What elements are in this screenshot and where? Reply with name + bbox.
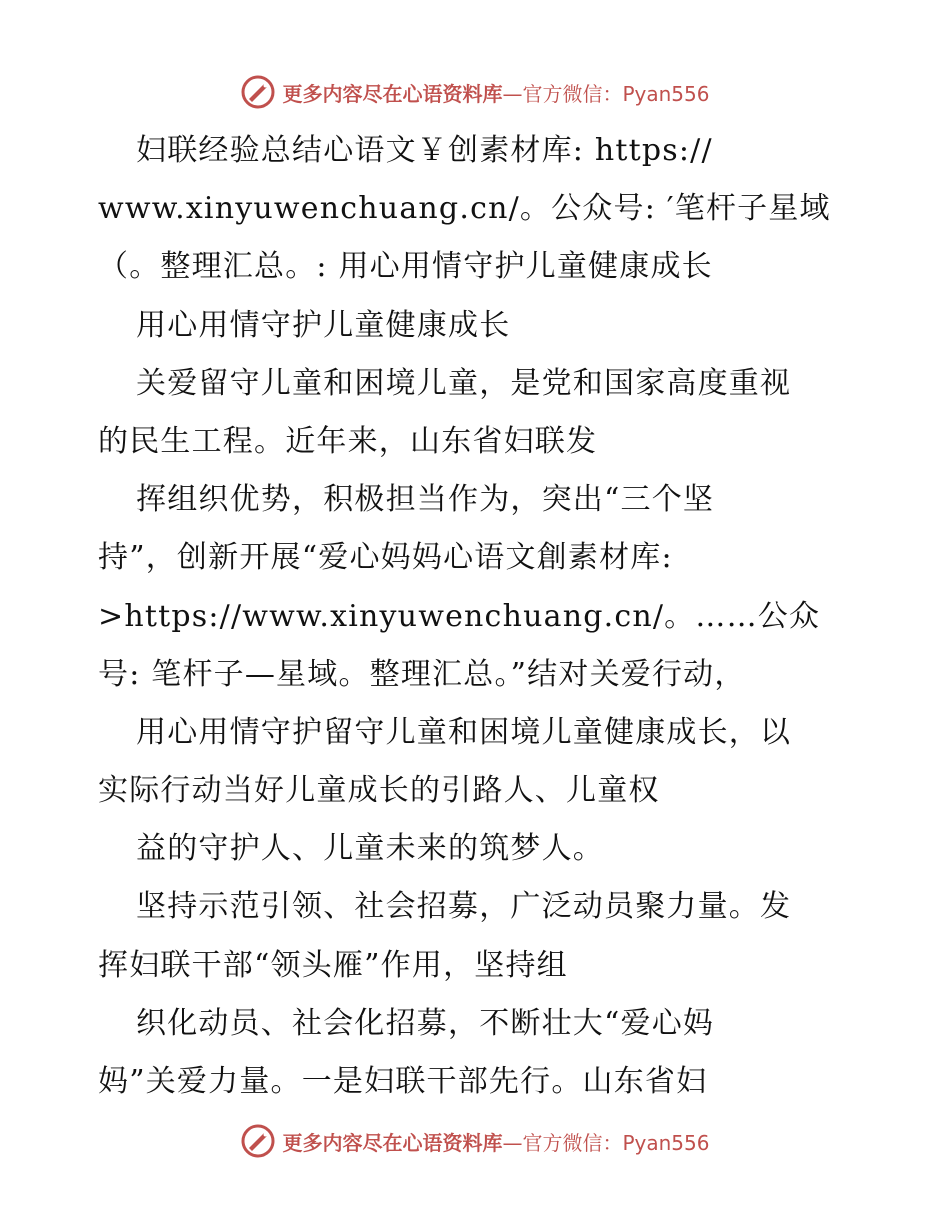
body-line: 用心用情守护留守儿童和困境儿童健康成长，以 bbox=[136, 714, 792, 750]
body-line: >https://www.xinyuwenchuang.cn/。……公众 bbox=[98, 598, 821, 634]
brand-logo-icon bbox=[240, 1123, 276, 1159]
body-line: 用心用情守护儿童健康成长 bbox=[136, 307, 511, 343]
body-line: 坚持示范引领、社会招募，广泛动员聚力量。发 bbox=[136, 889, 792, 925]
body-line: 妇联经验总结心语文￥创素材库: https:// bbox=[136, 133, 713, 168]
header-banner-text: 更多内容尽在心语资料库 bbox=[282, 81, 503, 106]
body-line: 关爱留守儿童和困境儿童，是党和国家高度重视 bbox=[136, 365, 792, 401]
body-line: （。整理汇总。: 用心用情守护儿童健康成长 bbox=[98, 249, 713, 285]
body-line: 持”，创新开展“爱心妈妈心语文創素材库: bbox=[98, 540, 673, 576]
body-line: 织化动员、社会化招募，不断壮大“爱心妈 bbox=[136, 1005, 715, 1041]
footer-banner bbox=[0, 1121, 950, 1161]
body-line: 的民生工程。近年来，山东省妇联发 bbox=[98, 423, 598, 459]
body-line: 号: 笔杆子—星域。整理汇总。”结对关爱行动， bbox=[98, 656, 746, 692]
brand-logo-icon bbox=[240, 74, 276, 110]
header-banner bbox=[0, 72, 950, 112]
footer-banner-text: 更多内容尽在心语资料库 bbox=[282, 1130, 503, 1155]
body-line: 挥组织优势，积极担当作为，突出“三个坚 bbox=[136, 482, 715, 518]
body-line: 妈”关爱力量。一是妇联干部先行。山东省妇 bbox=[98, 1064, 708, 1099]
body-line: 益的守护人、儿童未来的筑梦人。 bbox=[136, 831, 604, 867]
document-body bbox=[98, 122, 858, 1111]
footer-banner-contact: —官方微信：Pyan556 bbox=[502, 1130, 710, 1155]
body-line: 挥妇联干部“领头雁”作用，坚持组 bbox=[98, 947, 568, 983]
body-line: 实际行动当好儿童成长的引路人、儿童权 bbox=[98, 773, 660, 809]
header-banner-contact: —官方微信：Pyan556 bbox=[502, 81, 710, 106]
body-line: www.xinyuwenchuang.cn/。公众号: ′笔杆子星域 bbox=[98, 191, 831, 227]
